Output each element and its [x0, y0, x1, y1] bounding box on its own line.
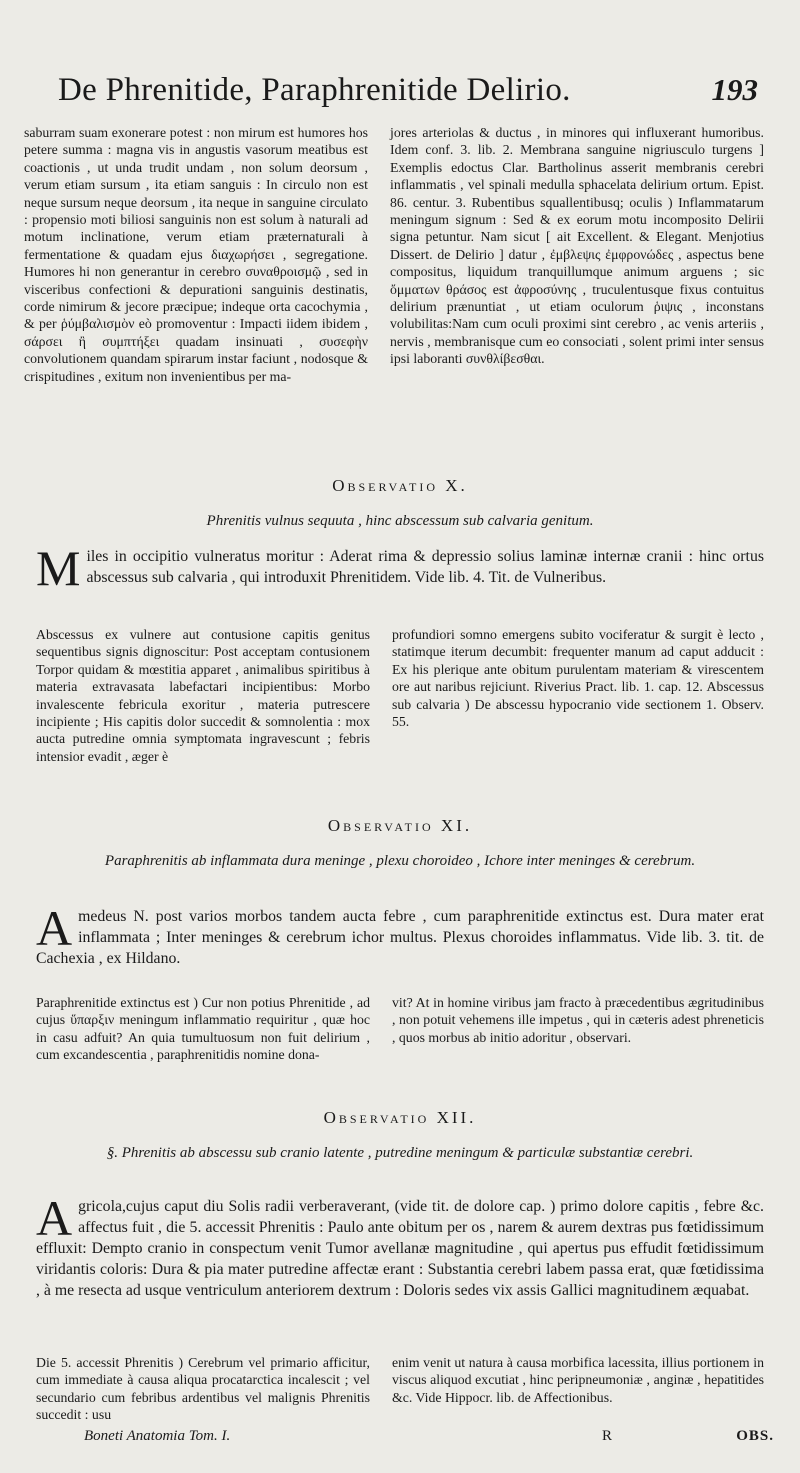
- page-footer: [84, 1428, 774, 1445]
- obs10-main-text: iles in occipitio vulneratus moritur : Aderat rima & depressio solius laminæ internæ cranii : hinc ortus abscessus sub calvaria , qui introduxit Phrenitidem. Vide lib. 4. Tit. de Vulneribus.: [86, 548, 764, 586]
- obs12-heading: Observatio XII.: [323, 1108, 477, 1127]
- page-number: 193: [711, 72, 758, 107]
- obs12-left-text: Die 5. accessit Phrenitis ) Cerebrum vel primario afficitur, cum immediate à causa aliqua procatarctica incalescit ; vel secundario cum febribus ardentibus vel malignis Phrenitis succedit : usu: [36, 1355, 370, 1423]
- obs11-dropcap: A: [36, 900, 73, 956]
- obs10-left-column: [36, 626, 370, 765]
- top-right-text: jores arteriolas & ductus , in minores qui influxerant humoribus. Idem conf. 3. lib. 2. Membrana sanguine nigriusculo turgens ] Exemplis edoctus Clar. Bartholinus asserit membranis cerebri inflammatis , vel spinali medulla sphacelata delirium ortum. Epist. 86. centur. 3. Rubentibus squallentibusq; oculis ) Inflammatarum meningum signum : Sed & ex eorum motu incomposito Delirii signa petuntur. Nam sicut [ ait Excellent. & Elegant. Menjotius Dissert. de Delirio ] datur , ἐμβλεψις ἐμφρονώδες , aspectus bene compositus, liquidum tranquillumque animum arguens ; sic ὄμματων θράσος est ἀφροσύνης , truculentusque fixus contuitus delirium prænuntiat , ut etiam oculorum ῥιψις , inconstans volubilitas:Nam cum oculi proximi sint cerebro , ac venis arteriis , nervis , membranisque cum eo consociati , solent primi inter sensus ipsi laboranti συνθλίβεσθαι.: [390, 125, 764, 367]
- obs10-heading: Observatio X.: [332, 476, 468, 495]
- obs11-subtitle: Paraphrenitis ab inflammata dura meninge , plexu choroideo , Ichore inter meninges & cerebrum.: [104, 853, 696, 869]
- obs11-main-text: medeus N. post varios morbos tandem aucta febre , cum paraphrenitide extinctus est. Dura mater erat inflammata ; Inter meninges & cerebrum ichor multus. Plexus choroides inflammatus. Vide lib. 3. tit. de Cachexia , ex Hildano.: [36, 908, 764, 967]
- obs11-right-text: vit? At in homine viribus jam fracto à præcedentibus ægritudinibus , non potuit vehemens ille impetus , qui in cæteris adest phreneticis , quos morbus ab initio adoritur , observari.: [392, 995, 764, 1045]
- obs12-subtitle: §. Phrenitis ab abscessu sub cranio latente , putredine meningum & particulæ substantiæ cerebri.: [106, 1145, 694, 1161]
- top-left-column: [24, 124, 368, 385]
- running-header: [58, 72, 758, 109]
- obs12-dropcap: A: [36, 1190, 73, 1246]
- running-title: De Phrenitide, Paraphrenitide Delirio.: [58, 72, 571, 108]
- obs12-right-text: enim venit ut natura à causa morbifica lacessita, illius portionem in viscus aliquod excutiat , hinc peripneumoniæ , anginæ , hepatitides &c. Vide Hippocr. lib. de Affectionibus.: [392, 1355, 764, 1405]
- top-left-text: saburram suam exonerare potest : non mirum est humores hos petere summa : magna vis in angustis vasorum meatibus est coactionis , ut unda trudit undam , non solum deorsum , verum etiam sursum , ita etiam sanguis : In circulo non est neque sursum neque deorsum , ita neque in sanguine circulato : propensio moti biliosi sanguinis non est solum à naturali ad motum inclinatione, verum etiam præternaturali à fermentatione & quadam ejus διαχωρήσει , segregatione. Humores hi non generantur in cerebro συναθροισμῷ , sed in visceribus confectioni & depurationi sanguinis destinatis, corde nimirum & jecore præcipue; indeque orta cacochymia , & per ῥύμβαλισμὸν eò promoventur : Impacti iidem ibidem , σάρσει ἢ συμπτήξει quadam insinuati , συσεφὴν convolutionem quandam spirarum instar faciunt , nodosque & crispitudines , exitum non invenientibus per ma-: [24, 125, 368, 384]
- obs12-main: [36, 1190, 764, 1301]
- footer-title: Boneti Anatomia Tom. I.: [84, 1428, 231, 1444]
- obs10-right-text: profundiori somno emergens subito vociferatur & surgit è lecto , statimque iterum decumbit: frequenter manum ad caput adducit : Ex his plerique ante obitum purulentam materiam & virescentem ore aut naribus rejiciunt. Riverius Pract. lib. 1. cap. 12. Abscessus sub calvaria ) De abscessu hypocranio vide sectionem 1. Observ. 55.: [392, 627, 764, 730]
- obs10-right-column: [392, 626, 764, 730]
- obs10-dropcap: M: [36, 540, 81, 596]
- obs10-subtitle: Phrenitis vulnus sequuta , hinc abscessum sub calvaria genitum.: [206, 513, 594, 529]
- obs10-main: [36, 540, 764, 596]
- obs11-main: [36, 900, 764, 969]
- catchword: OBS.: [736, 1428, 774, 1444]
- obs12-right-column: [392, 1354, 764, 1406]
- signature-mark: R: [602, 1428, 613, 1444]
- obs11-right-column: [392, 994, 764, 1046]
- obs11-left-text: Paraphrenitide extinctus est ) Cur non potius Phrenitide , ad cujus ὕπαρξιν meningum inflammatio requiritur , quæ hoc in casu adfuit? An quia tumultuosum non fuit delirium , cum excandescentia , paraphrenitidis nomine dona-: [36, 995, 370, 1063]
- obs12-main-text: gricola,cujus caput diu Solis radii verberaverant, (vide tit. de dolore cap. ) primo dolore capitis , febre &c. affectus fuit , die 5. accessit Phrenitis : Paulo ante obitum per os , narem & aurem dextras pus fœtidissimum effluxit: Dempto cranio in conspectum venit Tumor avellanæ magnitudine , qui apertus pus effudit fœtidissimum viridantis coloris: Dura & pia mater putredine affectæ erant : Substantia cerebri labem passa erat, quæ fœtidissima , à me resecta ad usque ventriculum anteriorem dextrum : Doloris sedes vix assis Gallici magnitudinem æquabat.: [36, 1198, 764, 1299]
- obs11-heading: Observatio XI.: [327, 816, 473, 835]
- obs12-left-column: [36, 1354, 370, 1424]
- obs11-left-column: [36, 994, 370, 1064]
- obs10-left-text: Abscessus ex vulnere aut contusione capitis genitus sequentibus signis dignoscitur: Post acceptam contusionem Torpor quidam & mœstitia apparet , animalibus spiritibus à materia extravasata labefactari incipientibus: Morbo invalescente febricula exoritur , materia putrescere incipiente ; His capitis dolor succedit & somnolentia : mox aucta putredine omnia symptomata ingravescunt ; febris intensior evadit , æger è: [36, 627, 370, 764]
- top-right-column: [390, 124, 764, 368]
